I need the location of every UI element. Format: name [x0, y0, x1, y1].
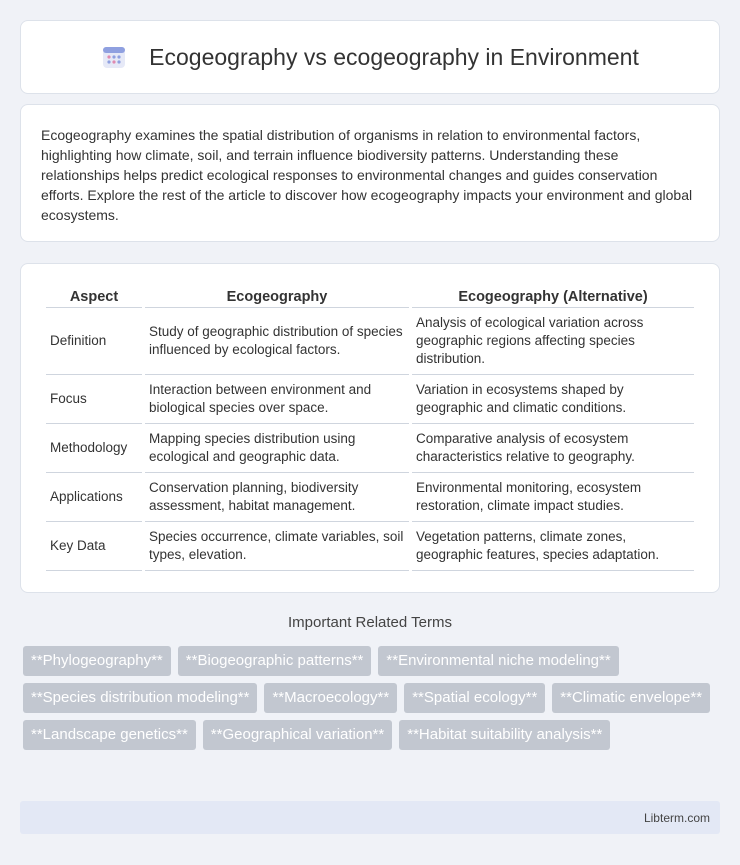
related-term-tag[interactable]: **Geographical variation**	[203, 720, 392, 750]
table-cell: Conservation planning, biodiversity assessment, habitat management.	[145, 473, 409, 522]
footer	[20, 801, 720, 834]
comparison-table	[43, 284, 697, 571]
page-title: Ecogeography vs ecogeography in Environment	[149, 43, 639, 70]
related-terms-list	[23, 646, 723, 750]
table-row	[46, 424, 694, 473]
related-term-tag[interactable]: **Phylogeography**	[23, 646, 171, 676]
table-cell-aspect: Definition	[46, 308, 142, 375]
table-row	[46, 522, 694, 571]
table-cell-aspect: Methodology	[46, 424, 142, 473]
related-terms-title: Important Related Terms	[288, 614, 452, 631]
table-cell-aspect: Key Data	[46, 522, 142, 571]
table-cell: Study of geographic distribution of species influenced by ecological factors.	[145, 308, 409, 375]
related-term-tag[interactable]: **Biogeographic patterns**	[178, 646, 372, 676]
table-cell: Interaction between environment and biological species over space.	[145, 375, 409, 424]
table-cell-aspect: Focus	[46, 375, 142, 424]
column-header: Aspect	[46, 284, 142, 308]
table-cell-aspect: Applications	[46, 473, 142, 522]
related-term-tag[interactable]: **Macroecology**	[264, 683, 397, 713]
header-card	[20, 20, 720, 94]
table-cell: Analysis of ecological variation across geographic regions affecting species distribution.	[412, 308, 694, 375]
column-header: Ecogeography (Alternative)	[412, 284, 694, 308]
related-term-tag[interactable]: **Species distribution modeling**	[23, 683, 257, 713]
related-term-tag[interactable]: **Climatic envelope**	[552, 683, 710, 713]
related-term-tag[interactable]: **Environmental niche modeling**	[378, 646, 618, 676]
related-term-tag[interactable]: **Spatial ecology**	[404, 683, 545, 713]
table-cell: Environmental monitoring, ecosystem restoration, climate impact studies.	[412, 473, 694, 522]
intro-card	[20, 104, 720, 242]
table-row	[46, 375, 694, 424]
column-header: Ecogeography	[145, 284, 409, 308]
calendar-icon	[101, 44, 127, 70]
table-cell: Vegetation patterns, climate zones, geographic features, species adaptation.	[412, 522, 694, 571]
table-row	[46, 308, 694, 375]
table-header-row	[46, 284, 694, 308]
table-row	[46, 473, 694, 522]
table-cell: Comparative analysis of ecosystem characteristics relative to geography.	[412, 424, 694, 473]
table-cell: Variation in ecosystems shaped by geographic and climatic conditions.	[412, 375, 694, 424]
table-cell: Species occurrence, climate variables, soil types, elevation.	[145, 522, 409, 571]
comparison-card	[20, 263, 720, 593]
related-term-tag[interactable]: **Landscape genetics**	[23, 720, 196, 750]
related-term-tag[interactable]: **Habitat suitability analysis**	[399, 720, 610, 750]
intro-text: Ecogeography examines the spatial distribution of organisms in relation to environmental factors, highlighting how climate, soil, and terrain influence biodiversity patterns. Understanding these relationships helps predict ecological responses to environmental changes and guides conservation efforts. Explore the rest of the article to discover how ecogeography impacts your environment and global ecosystems.	[41, 127, 693, 223]
footer-link[interactable]: Libterm.com	[643, 810, 710, 825]
table-cell: Mapping species distribution using ecological and geographic data.	[145, 424, 409, 473]
